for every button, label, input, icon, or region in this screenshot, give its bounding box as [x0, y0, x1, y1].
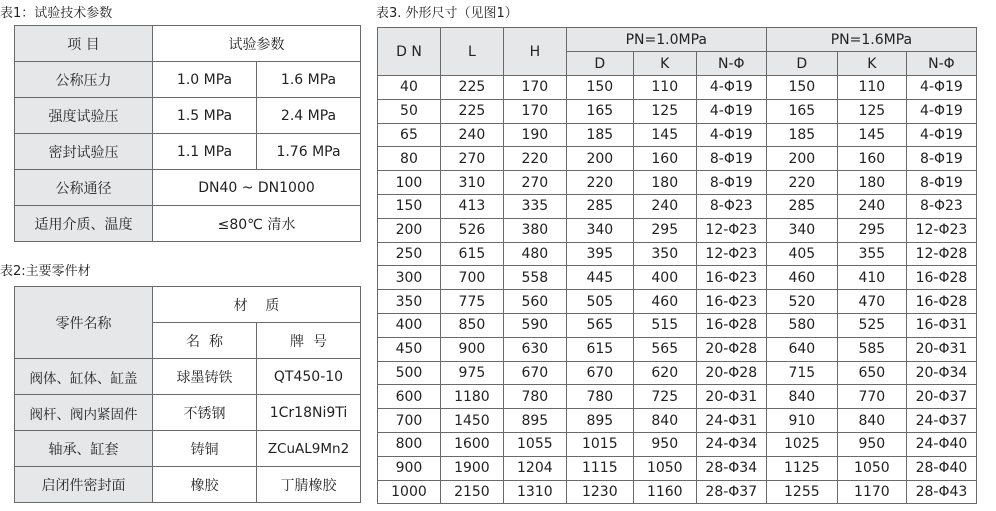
cell-nphi-pn10: 4-Φ19 — [696, 99, 766, 123]
cell-nphi-pn16: 20-Φ34 — [906, 361, 976, 385]
table-row — [15, 431, 361, 467]
cell-grade: ZCuAL9Mn2 — [257, 431, 361, 467]
cell-nphi-pn10: 24-Φ34 — [696, 432, 766, 456]
cell-d-pn16: 165 — [766, 99, 837, 123]
table-row — [378, 313, 977, 337]
cell-d-pn16: 150 — [766, 76, 837, 100]
table-row — [15, 206, 361, 242]
cell-k-pn16: 410 — [837, 266, 906, 290]
dimensions-table — [377, 27, 977, 504]
cell-d-pn10: 670 — [566, 361, 633, 385]
cell-l: 225 — [440, 99, 503, 123]
table-row — [378, 290, 977, 314]
cell-d-pn16: 220 — [766, 171, 837, 195]
cell-dn: 40 — [378, 76, 441, 100]
cell-l: 2150 — [440, 480, 503, 504]
cell-d-pn10: 1115 — [566, 456, 633, 480]
cell-dn: 800 — [378, 432, 441, 456]
cell-nphi-pn16: 12-Φ28 — [906, 242, 976, 266]
cell-l: 310 — [440, 171, 503, 195]
cell-dn: 80 — [378, 147, 441, 171]
cell-nphi-pn16: 16-Φ28 — [906, 290, 976, 314]
cell-nphi-pn10: 16-Φ23 — [696, 266, 766, 290]
cell-l: 700 — [440, 266, 503, 290]
table-row — [378, 218, 977, 242]
header-item: 项 目 — [15, 26, 153, 62]
cell-k-pn10: 240 — [633, 194, 696, 218]
row-part: 阀杆、阀内紧固件 — [15, 395, 153, 431]
cell-d-pn10: 165 — [566, 99, 633, 123]
cell-d-pn16: 460 — [766, 266, 837, 290]
cell-d-pn10: 1015 — [566, 432, 633, 456]
cell-nphi-pn10: 28-Φ37 — [696, 480, 766, 504]
cell-nphi-pn16: 16-Φ28 — [906, 266, 976, 290]
cell-l: 240 — [440, 123, 503, 147]
cell-nphi-pn10: 20-Φ28 — [696, 337, 766, 361]
row-label: 强度试验压 — [15, 98, 153, 134]
cell-d-pn10: 395 — [566, 242, 633, 266]
cell-d-pn16: 640 — [766, 337, 837, 361]
header-params: 试验参数 — [153, 26, 361, 62]
cell-d-pn16: 285 — [766, 194, 837, 218]
cell-dn: 900 — [378, 456, 441, 480]
cell-k-pn16: 770 — [837, 385, 906, 409]
cell-nphi-pn16: 12-Φ23 — [906, 218, 976, 242]
cell-value: 1.5 MPa — [153, 98, 257, 134]
cell-h: 560 — [503, 290, 566, 314]
cell-h: 780 — [503, 385, 566, 409]
cell-nphi-pn10: 20-Φ31 — [696, 385, 766, 409]
cell-h: 380 — [503, 218, 566, 242]
cell-nphi-pn10: 24-Φ31 — [696, 409, 766, 433]
cell-h: 220 — [503, 147, 566, 171]
cell-h: 1310 — [503, 480, 566, 504]
cell-grade: QT450-10 — [257, 359, 361, 395]
cell-nphi-pn16: 16-Φ31 — [906, 313, 976, 337]
cell-d-pn16: 1255 — [766, 480, 837, 504]
cell-name: 橡胶 — [153, 467, 257, 503]
cell-k-pn10: 400 — [633, 266, 696, 290]
table-row — [15, 395, 361, 431]
table-row — [15, 98, 361, 134]
cell-d-pn16: 1125 — [766, 456, 837, 480]
cell-dn: 500 — [378, 361, 441, 385]
table-row — [15, 62, 361, 98]
cell-k-pn16: 355 — [837, 242, 906, 266]
row-part: 阀体、缸体、缸盖 — [15, 359, 153, 395]
cell-d-pn10: 895 — [566, 409, 633, 433]
cell-l: 270 — [440, 147, 503, 171]
cell-nphi-pn16: 28-Φ40 — [906, 456, 976, 480]
header-pn16: PN=1.6MPa — [766, 28, 976, 52]
cell-l: 1180 — [440, 385, 503, 409]
table-row — [378, 480, 977, 504]
table-row — [378, 266, 977, 290]
cell-k-pn10: 1160 — [633, 480, 696, 504]
row-label: 公称通径 — [15, 170, 153, 206]
cell-nphi-pn16: 20-Φ37 — [906, 385, 976, 409]
header-nphi: N-Φ — [906, 52, 976, 76]
table3-caption: 表3. 外形尺寸（见图1） — [376, 6, 518, 21]
cell-k-pn16: 650 — [837, 361, 906, 385]
cell-l: 1900 — [440, 456, 503, 480]
cell-dn: 65 — [378, 123, 441, 147]
table2-caption: 表2:主要零件材 — [0, 264, 91, 279]
cell-grade: 1Cr18Ni9Ti — [257, 395, 361, 431]
header-material: 材 质 — [153, 287, 361, 323]
cell-d-pn16: 840 — [766, 385, 837, 409]
table-row — [15, 170, 361, 206]
cell-l: 900 — [440, 337, 503, 361]
cell-dn: 350 — [378, 290, 441, 314]
cell-dn: 400 — [378, 313, 441, 337]
row-label: 公称压力 — [15, 62, 153, 98]
cell-nphi-pn10: 20-Φ28 — [696, 361, 766, 385]
cell-dn: 700 — [378, 409, 441, 433]
cell-k-pn10: 725 — [633, 385, 696, 409]
cell-h: 170 — [503, 99, 566, 123]
header-part-name: 零件名称 — [15, 287, 153, 359]
test-parameters-table — [14, 25, 361, 242]
cell-k-pn16: 125 — [837, 99, 906, 123]
cell-k-pn16: 180 — [837, 171, 906, 195]
cell-dn: 250 — [378, 242, 441, 266]
cell-value: 2.4 MPa — [257, 98, 361, 134]
cell-value: ≤80℃ 清水 — [153, 206, 361, 242]
cell-dn: 1000 — [378, 480, 441, 504]
cell-nphi-pn10: 4-Φ19 — [696, 76, 766, 100]
cell-d-pn10: 340 — [566, 218, 633, 242]
cell-nphi-pn16: 28-Φ43 — [906, 480, 976, 504]
cell-nphi-pn10: 16-Φ23 — [696, 290, 766, 314]
cell-l: 615 — [440, 242, 503, 266]
cell-d-pn16: 580 — [766, 313, 837, 337]
cell-d-pn16: 405 — [766, 242, 837, 266]
table-row — [378, 123, 977, 147]
table1-caption: 表1：试验技术参数 — [0, 6, 113, 21]
materials-table — [14, 286, 361, 503]
cell-name: 不锈钢 — [153, 395, 257, 431]
cell-k-pn16: 470 — [837, 290, 906, 314]
cell-h: 480 — [503, 242, 566, 266]
cell-k-pn16: 110 — [837, 76, 906, 100]
cell-h: 895 — [503, 409, 566, 433]
cell-l: 1600 — [440, 432, 503, 456]
cell-value: 1.6 MPa — [257, 62, 361, 98]
table-row — [378, 76, 977, 100]
header-dn: D N — [378, 28, 441, 76]
cell-nphi-pn16: 20-Φ31 — [906, 337, 976, 361]
cell-value: 1.1 MPa — [153, 134, 257, 170]
cell-l: 413 — [440, 194, 503, 218]
cell-k-pn10: 950 — [633, 432, 696, 456]
cell-nphi-pn16: 24-Φ40 — [906, 432, 976, 456]
cell-d-pn16: 185 — [766, 123, 837, 147]
header-nphi: N-Φ — [696, 52, 766, 76]
header-material-name: 名 称 — [153, 323, 257, 359]
cell-l: 775 — [440, 290, 503, 314]
header-l: L — [440, 28, 503, 76]
cell-h: 590 — [503, 313, 566, 337]
cell-k-pn10: 160 — [633, 147, 696, 171]
row-label: 密封试验压 — [15, 134, 153, 170]
cell-k-pn16: 840 — [837, 409, 906, 433]
table-row — [378, 385, 977, 409]
table-row — [378, 337, 977, 361]
cell-k-pn10: 125 — [633, 99, 696, 123]
table-header-row — [378, 28, 977, 52]
cell-l: 850 — [440, 313, 503, 337]
cell-value: 1.76 MPa — [257, 134, 361, 170]
dimensions-table-body — [378, 76, 977, 504]
cell-h: 335 — [503, 194, 566, 218]
cell-nphi-pn10: 16-Φ28 — [696, 313, 766, 337]
cell-d-pn10: 505 — [566, 290, 633, 314]
cell-name: 铸铜 — [153, 431, 257, 467]
cell-nphi-pn10: 28-Φ34 — [696, 456, 766, 480]
cell-d-pn16: 200 — [766, 147, 837, 171]
cell-nphi-pn16: 8-Φ19 — [906, 171, 976, 195]
cell-d-pn10: 185 — [566, 123, 633, 147]
table-row — [15, 134, 361, 170]
table-row — [378, 432, 977, 456]
row-part: 轴承、缸套 — [15, 431, 153, 467]
header-grade: 牌 号 — [257, 323, 361, 359]
cell-k-pn16: 240 — [837, 194, 906, 218]
cell-l: 526 — [440, 218, 503, 242]
cell-d-pn10: 615 — [566, 337, 633, 361]
cell-d-pn10: 1230 — [566, 480, 633, 504]
table-row — [15, 467, 361, 503]
header-h: H — [503, 28, 566, 76]
cell-h: 670 — [503, 361, 566, 385]
cell-d-pn10: 445 — [566, 266, 633, 290]
cell-nphi-pn10: 12-Φ23 — [696, 242, 766, 266]
table-row — [378, 194, 977, 218]
cell-dn: 300 — [378, 266, 441, 290]
cell-k-pn16: 295 — [837, 218, 906, 242]
cell-d-pn16: 715 — [766, 361, 837, 385]
cell-nphi-pn10: 8-Φ23 — [696, 194, 766, 218]
cell-d-pn10: 565 — [566, 313, 633, 337]
cell-k-pn10: 350 — [633, 242, 696, 266]
header-pn10: PN=1.0MPa — [566, 28, 766, 52]
cell-h: 630 — [503, 337, 566, 361]
cell-nphi-pn10: 8-Φ19 — [696, 171, 766, 195]
cell-d-pn16: 520 — [766, 290, 837, 314]
cell-grade: 丁腈橡胶 — [257, 467, 361, 503]
cell-d-pn16: 340 — [766, 218, 837, 242]
cell-k-pn16: 1050 — [837, 456, 906, 480]
cell-k-pn10: 1050 — [633, 456, 696, 480]
cell-d-pn10: 285 — [566, 194, 633, 218]
cell-k-pn16: 525 — [837, 313, 906, 337]
cell-nphi-pn10: 8-Φ19 — [696, 147, 766, 171]
cell-d-pn10: 220 — [566, 171, 633, 195]
cell-d-pn16: 1025 — [766, 432, 837, 456]
cell-h: 170 — [503, 76, 566, 100]
cell-d-pn10: 200 — [566, 147, 633, 171]
cell-h: 1055 — [503, 432, 566, 456]
cell-l: 975 — [440, 361, 503, 385]
cell-k-pn10: 460 — [633, 290, 696, 314]
cell-k-pn10: 145 — [633, 123, 696, 147]
cell-value: 1.0 MPa — [153, 62, 257, 98]
cell-k-pn16: 950 — [837, 432, 906, 456]
row-part: 启闭件密封面 — [15, 467, 153, 503]
table-header-row — [15, 287, 361, 323]
cell-h: 1204 — [503, 456, 566, 480]
cell-dn: 450 — [378, 337, 441, 361]
cell-h: 270 — [503, 171, 566, 195]
cell-l: 1450 — [440, 409, 503, 433]
cell-dn: 100 — [378, 171, 441, 195]
cell-k-pn10: 620 — [633, 361, 696, 385]
cell-nphi-pn16: 24-Φ37 — [906, 409, 976, 433]
cell-k-pn16: 160 — [837, 147, 906, 171]
cell-l: 225 — [440, 76, 503, 100]
table-row — [15, 359, 361, 395]
cell-k-pn16: 585 — [837, 337, 906, 361]
cell-k-pn10: 515 — [633, 313, 696, 337]
cell-k-pn10: 295 — [633, 218, 696, 242]
cell-name: 球墨铸铁 — [153, 359, 257, 395]
header-k: K — [633, 52, 696, 76]
table-row — [378, 99, 977, 123]
table-row — [378, 409, 977, 433]
cell-k-pn10: 565 — [633, 337, 696, 361]
cell-d-pn10: 780 — [566, 385, 633, 409]
cell-dn: 600 — [378, 385, 441, 409]
cell-value: DN40 ~ DN1000 — [153, 170, 361, 206]
cell-nphi-pn10: 4-Φ19 — [696, 123, 766, 147]
table-header-row — [15, 26, 361, 62]
row-label: 适用介质、温度 — [15, 206, 153, 242]
cell-k-pn16: 145 — [837, 123, 906, 147]
cell-h: 558 — [503, 266, 566, 290]
table-row — [378, 456, 977, 480]
cell-dn: 50 — [378, 99, 441, 123]
cell-dn: 150 — [378, 194, 441, 218]
table-row — [378, 147, 977, 171]
header-d: D — [766, 52, 837, 76]
cell-k-pn10: 180 — [633, 171, 696, 195]
header-k: K — [837, 52, 906, 76]
cell-nphi-pn16: 4-Φ19 — [906, 123, 976, 147]
cell-k-pn10: 840 — [633, 409, 696, 433]
cell-nphi-pn16: 8-Φ23 — [906, 194, 976, 218]
table-row — [378, 171, 977, 195]
cell-nphi-pn16: 4-Φ19 — [906, 76, 976, 100]
cell-k-pn10: 110 — [633, 76, 696, 100]
cell-nphi-pn16: 8-Φ19 — [906, 147, 976, 171]
cell-k-pn16: 1170 — [837, 480, 906, 504]
cell-h: 190 — [503, 123, 566, 147]
cell-nphi-pn16: 4-Φ19 — [906, 99, 976, 123]
cell-nphi-pn10: 12-Φ23 — [696, 218, 766, 242]
header-d: D — [566, 52, 633, 76]
cell-d-pn10: 150 — [566, 76, 633, 100]
table-row — [378, 361, 977, 385]
cell-dn: 200 — [378, 218, 441, 242]
table-row — [378, 242, 977, 266]
cell-d-pn16: 910 — [766, 409, 837, 433]
